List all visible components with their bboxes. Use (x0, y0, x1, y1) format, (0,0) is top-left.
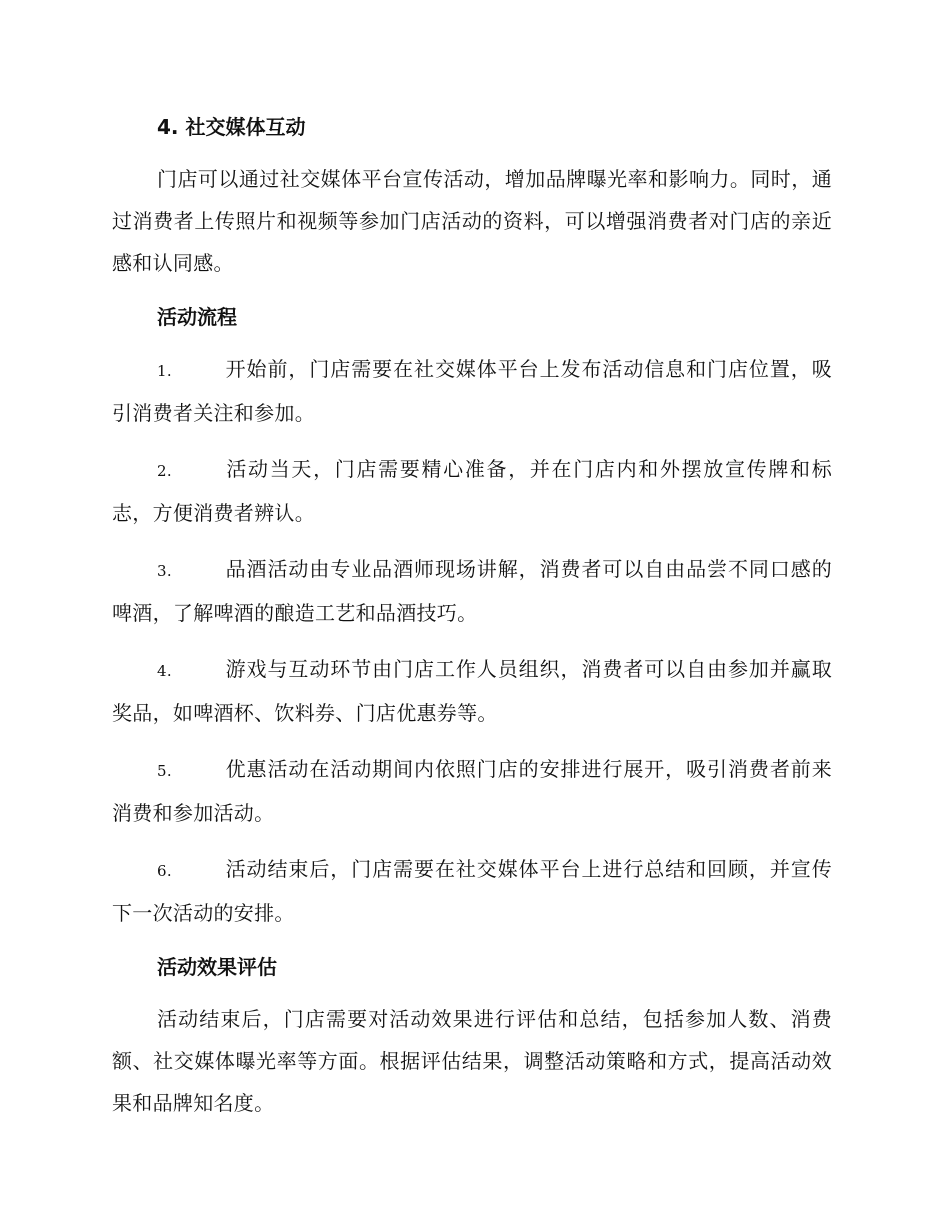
list-item-text: 品酒活动由专业品酒师现场讲解，消费者可以自由品尝不同口感的啤酒，了解啤酒的酿造工艺和品酒技巧。 (112, 557, 832, 625)
list-item-number: 1. (157, 362, 172, 380)
section-heading-activity-process: 活动流程 (157, 305, 237, 329)
paragraph-social-media: 门店可以通过社交媒体平台宣传活动，增加品牌曝光率和影响力。同时，通过消费者上传照片和视频等参加门店活动的资料，可以增强消费者对门店的亲近感和认同感。 (112, 167, 832, 275)
list-item-text: 开始前，门店需要在社交媒体平台上发布活动信息和门店位置，吸引消费者关注和参加。 (112, 357, 832, 425)
list-item-number: 2. (157, 462, 172, 480)
list-item-number: 4. (157, 662, 172, 680)
list-item (112, 548, 832, 634)
list-item-number: 5. (157, 762, 172, 780)
section-heading-evaluation: 活动效果评估 (157, 955, 277, 979)
list-item-text: 游戏与互动环节由门店工作人员组织，消费者可以自由参加并赢取奖品，如啤酒杯、饮料券、门店优惠券等。 (112, 657, 832, 725)
list-item (112, 648, 832, 734)
list-item (112, 448, 832, 534)
paragraph-evaluation: 活动结束后，门店需要对活动效果进行评估和总结，包括参加人数、消费额、社交媒体曝光率等方面。根据评估结果，调整活动策略和方式，提高活动效果和品牌知名度。 (112, 1007, 832, 1115)
list-item (112, 748, 832, 834)
section-heading-social-media: 4. 社交媒体互动 (157, 115, 306, 139)
list-item-text: 优惠活动在活动期间内依照门店的安排进行展开，吸引消费者前来消费和参加活动。 (112, 757, 832, 825)
document-content (112, 108, 832, 1124)
list-item-number: 6. (157, 862, 172, 880)
list-item (112, 848, 832, 934)
list-item-text: 活动当天，门店需要精心准备，并在门店内和外摆放宣传牌和标志，方便消费者辨认。 (112, 457, 832, 525)
list-item-text: 活动结束后，门店需要在社交媒体平台上进行总结和回顾，并宣传下一次活动的安排。 (112, 857, 832, 925)
list-item (112, 348, 832, 434)
list-item-number: 3. (157, 562, 172, 580)
